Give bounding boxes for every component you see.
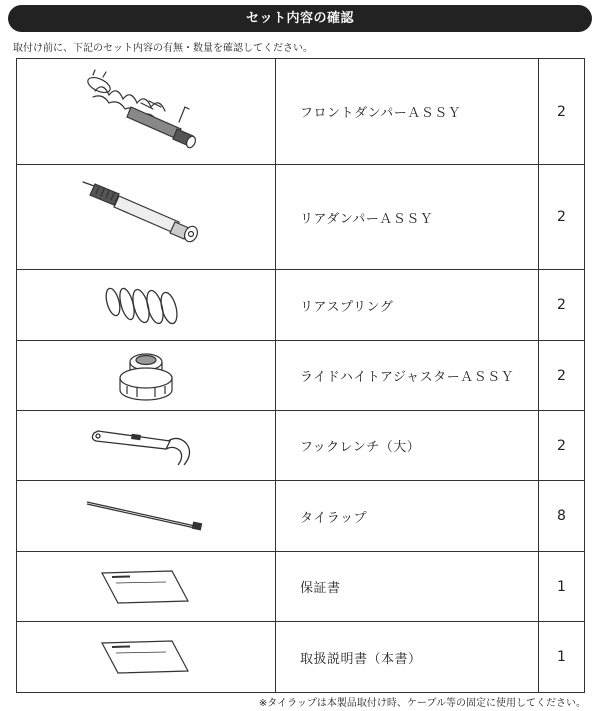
item-name: 保証書 — [276, 552, 539, 622]
item-name: 取扱説明書（本書） — [276, 622, 539, 693]
table-row — [17, 59, 585, 165]
item-name: ライドハイトアジャスターＡＳＳＹ — [276, 341, 539, 411]
intro-text: 取付け前に、下記のセット内容の有無・数量を確認してください。 — [13, 43, 313, 54]
item-quantity: 2 — [539, 59, 585, 165]
tie-wrap-icon — [81, 496, 211, 536]
item-quantity: 2 — [539, 341, 585, 411]
rear-spring-icon — [101, 280, 191, 330]
manual-icon — [96, 637, 196, 677]
hook-wrench-icon — [86, 421, 206, 471]
item-quantity: 8 — [539, 481, 585, 552]
item-quantity: 2 — [539, 165, 585, 270]
item-quantity: 2 — [539, 411, 585, 481]
front-damper-icon — [71, 67, 221, 157]
table-row — [17, 481, 585, 552]
item-quantity: 1 — [539, 622, 585, 693]
table-row — [17, 411, 585, 481]
item-name: タイラップ — [276, 481, 539, 552]
footnote: ※タイラップは本製品取付け時、ケーブル等の固定に使用してください。 — [258, 698, 586, 709]
item-name: フロントダンパーＡＳＳＹ — [276, 59, 539, 165]
item-name: リアスプリング — [276, 270, 539, 341]
table-row — [17, 341, 585, 411]
item-quantity: 1 — [539, 552, 585, 622]
parts-table — [16, 58, 585, 693]
table-row — [17, 622, 585, 693]
table-row — [17, 165, 585, 270]
item-name: リアダンパーＡＳＳＹ — [276, 165, 539, 270]
item-quantity: 2 — [539, 270, 585, 341]
item-name: フックレンチ（大） — [276, 411, 539, 481]
warranty-card-icon — [96, 567, 196, 607]
table-row — [17, 552, 585, 622]
ride-height-adjuster-icon — [111, 348, 181, 404]
section-title: セット内容の確認 — [8, 5, 592, 32]
table-row — [17, 270, 585, 341]
rear-damper-icon — [71, 172, 221, 262]
